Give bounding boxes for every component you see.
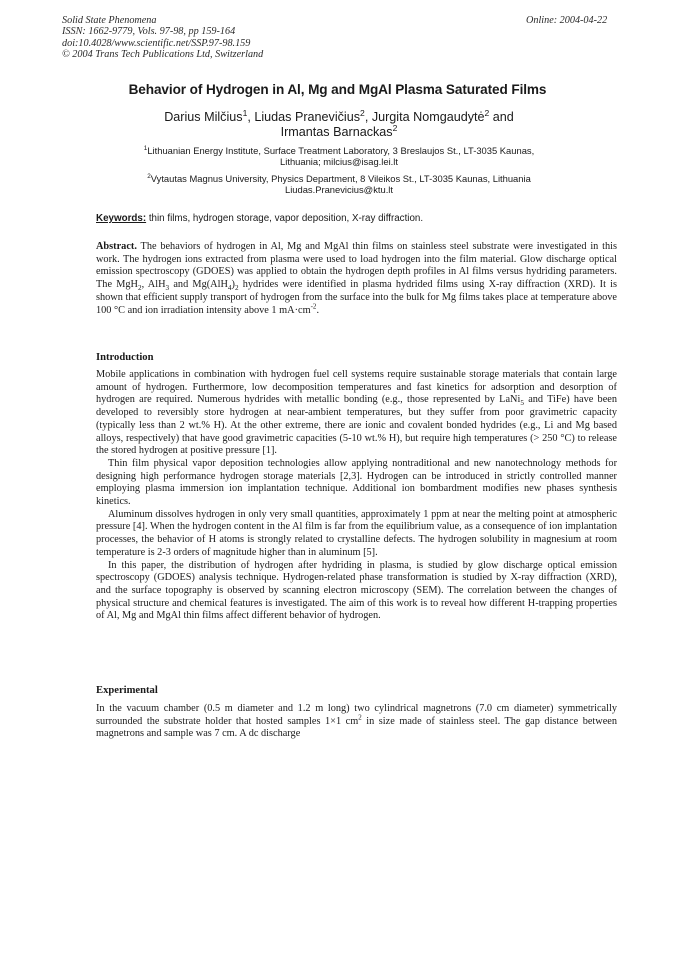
- paragraph: Mobile applications in combination with hydrogen fuel cell systems require sustainable storage materials that contain large amount of hydrogen. Furthermore, low decomposition temperatures and fast kinetics for adsorption and desorption of hydrogen are required. Numerous hydrides with metallic bonding (e.g., those represented by LaNi$_5$ and TiFe) have been developed to reversibly store hydrogen at near-ambient temperatures, but they suffer from poor gravimetric capacity (typically less than 2 wt.% H). At the other extreme, there are ionic and covalent bonded hydrides (e.g., Li and Mg based alloys, respectively) that have good gravimetric capacities (5-10 wt.% H), but require high temperatures (> 250 °C) to release the stored hydrogen at positive pressure [1].: [96, 369, 617, 457]
- superscript: 2: [358, 713, 362, 722]
- affiliation-number: 1: [143, 144, 148, 152]
- affiliation-line: Lithuanian Energy Institute, Surface Treatment Laboratory, 3 Breslaujos St., LT-3035 Kaunas,: [147, 145, 535, 156]
- experimental-body: [96, 703, 617, 741]
- affiliation-line: Vytautas Magnus University, Physics Department, 8 Vileikos St., LT-3035 Kaunas, Lithuania: [150, 173, 531, 184]
- keywords-label: Keywords:: [96, 213, 147, 224]
- author-name: Irmantas Barnackas: [280, 125, 393, 139]
- paragraph: Thin film physical vapor deposition technologies allow applying nontraditional and new nanotechnology methods for designing high performance hydrogen storage materials [2,3]. Hydrogen can be introduced in strictly controlled manner employing plasma immersion ion implantation technique. Additional ion bombardment modifies new phases synthesis kinetics.: [96, 457, 617, 508]
- author: [164, 107, 255, 124]
- author-name: Liudas Pranevičius: [254, 110, 361, 124]
- paragraph: In the vacuum chamber (0.5 m diameter and 1.2 m long) two cylindrical magnetrons (7.0 cm diameter) symmetrically surrounded the substrate holder that hosted samples 1×1 $cm^2$ in size made of stainless steel. The gap distance between magnetrons and sample was 7 cm. A dc discharge: [96, 703, 617, 740]
- author-affiliation-mark: 2: [392, 122, 398, 133]
- affiliation-line: Lithuania; milcius@isag.lei.lt: [280, 156, 398, 168]
- author-list: [80, 107, 598, 140]
- keywords: [96, 213, 616, 224]
- subscript: 5: [520, 399, 524, 408]
- journal-header: [62, 15, 263, 61]
- journal-copyright: © 2004 Trans Tech Publications Ltd, Switzerland: [62, 49, 264, 61]
- superscript: -2: [310, 302, 317, 311]
- subscript: 2: [137, 284, 142, 293]
- subscript: 3: [165, 284, 170, 293]
- author: [280, 122, 398, 139]
- abstract: [96, 241, 617, 317]
- introduction-body: [96, 369, 617, 623]
- affiliation-2: [94, 173, 584, 196]
- author-affiliation-mark: 2: [484, 107, 490, 118]
- author-separator: ,: [364, 110, 372, 124]
- online-date: Online: 2004-04-22: [526, 15, 608, 26]
- abstract-label: Abstract.: [96, 241, 137, 252]
- author-separator: and: [489, 110, 514, 124]
- author-affiliation-mark: 1: [242, 107, 248, 118]
- author-separator: ,: [247, 110, 255, 124]
- journal-issn: ISSN: 1662-9779, Vols. 97-98, pp 159-164: [62, 26, 236, 38]
- keywords-text: thin films, hydrogen storage, vapor deposition, X-ray diffraction.: [148, 213, 424, 224]
- subscript: 4: [227, 284, 232, 293]
- subscript: 2: [234, 284, 239, 293]
- paragraph: In this paper, the distribution of hydrogen after hydriding in plasma, is studied by glow discharge optical emission spectroscopy (GDOES) analysis technique. Hydrogen-related phase transformation is studied by X-ray diffraction (XRD), and the surface topography is observed by scanning electron microscopy (SEM). The correlation between the changes of physical structure and chemical features is investigated. The aim of this work is to reveal how different H-trapping properties of Al, Mg and MgAl thin films affect different behavior of hydrogen.: [96, 559, 617, 622]
- paper-title: Behavior of Hydrogen in Al, Mg and MgAl Plasma Saturated Films: [128, 82, 547, 97]
- introduction-heading: Introduction: [96, 352, 154, 363]
- abstract-text: The behaviors of hydrogen in Al, Mg and MgAl thin films on stainless steel substrate were investigated in this work. The hydrogen ions extracted from plasma were used to load hydrogen into the film material. Glow discharge optical emission spectroscopy (GDOES) was applied to obtain the hydrogen depth profiles in Al films versus hydriding parameters. The MgH$_2$, AlH$_3$ and $Mg(AlH_4)_2$ hydrides were identified in plasma hydrided films using X-ray diffraction (XRD). It is shown that efficient supply transport of hydrogen from the surface into the bulk for Mg films takes place at temperature above 100 °C and ion irradiation intensity above 1 $mA\cdot cm^{-2}$.: [96, 241, 618, 316]
- author-name: Darius Milčius: [164, 110, 243, 124]
- affiliation-1: [94, 145, 584, 168]
- affiliation-line: Liudas.Pranevicius@ktu.lt: [284, 184, 393, 196]
- experimental-heading: Experimental: [96, 685, 158, 696]
- journal-name: Solid State Phenomena: [62, 15, 157, 26]
- journal-doi[interactable]: doi:10.4028/www.scientific.net/SSP.97-98.159: [62, 37, 251, 49]
- author-affiliation-mark: 2: [360, 107, 365, 118]
- author-name: Jurgita Nomgaudytė: [371, 110, 485, 124]
- author: [254, 107, 372, 124]
- affiliation-number: 2: [147, 172, 151, 180]
- paragraph: Aluminum dissolves hydrogen in only very small quantities, approximately 1 ppm at near the melting point at atmospheric pressure [4]. When the hydrogen content in the Al film is far from the equilibrium value, as a consequence of ion implantation processes, the behavior of H atoms is strongly related to crystalline defects. The hydrogen solubility in magnesium at room temperature is 2-3 orders of magnitude higher than in aluminum [5].: [96, 508, 617, 558]
